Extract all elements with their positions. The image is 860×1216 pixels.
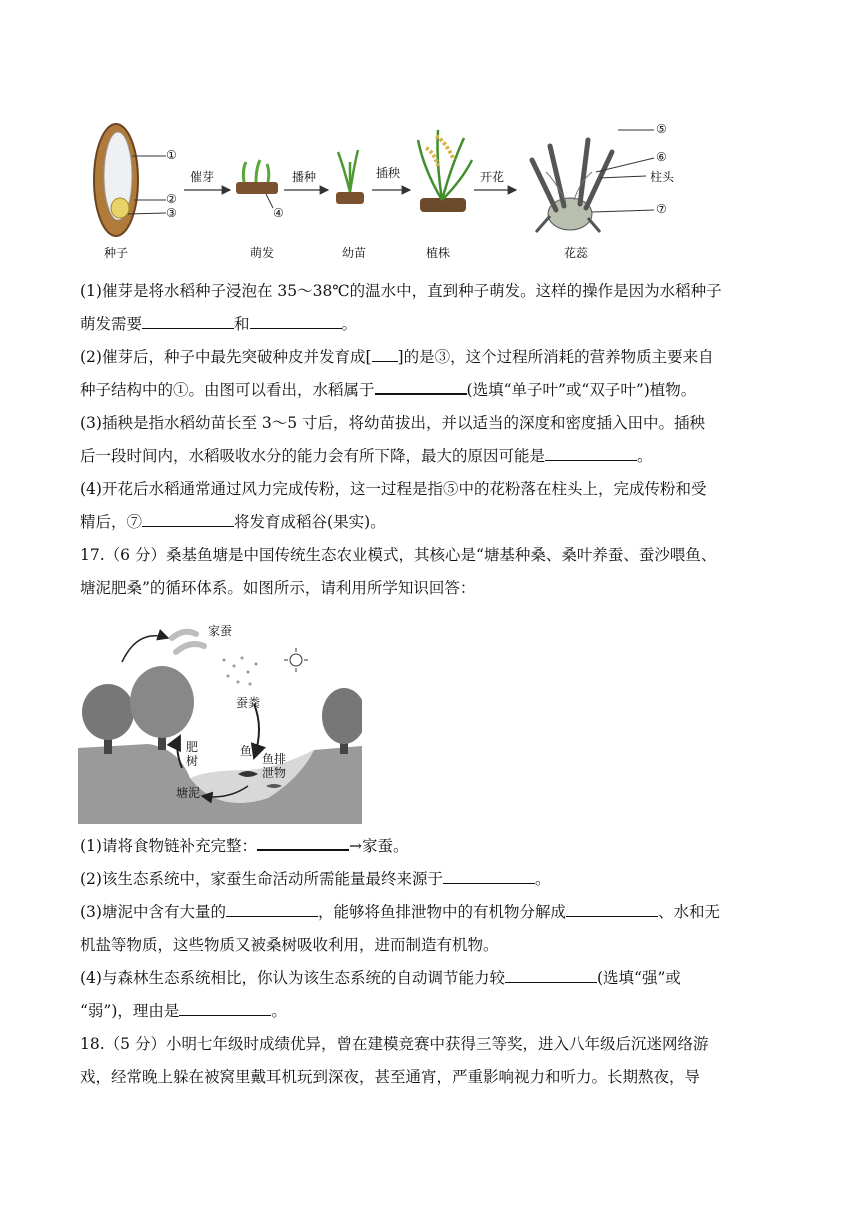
fig-label-fertilize: 肥树 xyxy=(186,740,199,768)
sun-icon xyxy=(284,648,308,672)
stigma-label: 柱头 xyxy=(650,170,675,184)
q16-1-line1: (1)催芽是将水稻种子浸泡在 35～38℃的温水中，直到种子萌发。这样的操作是因为水稻种子 xyxy=(80,282,722,300)
seedling-drawing xyxy=(336,150,364,204)
mulberry-tree-right xyxy=(322,688,362,754)
answer-blank[interactable] xyxy=(250,312,342,329)
mulberry-tree-middle xyxy=(130,666,194,750)
arrow-label-bozhong: 播种 xyxy=(292,170,317,184)
mulberry-tree-left xyxy=(82,684,134,754)
rice-plant-drawing xyxy=(418,130,472,212)
sprout-drawing xyxy=(236,160,278,208)
stage-label-plant: 植株 xyxy=(426,246,451,260)
q17-3-line2: 机盐等物质，这些物质又被桑树吸收利用，进而制造有机物。 xyxy=(80,936,499,954)
fishpond-drawing xyxy=(78,618,362,824)
answer-blank[interactable] xyxy=(443,867,535,884)
fig-label-fish-waste: 鱼排泄物 xyxy=(262,752,287,780)
q16-2-line1: (2)催芽后，种子中最先突破种皮并发育成[ ]的是③，这个过程所消耗的营养物质主要来自 xyxy=(80,341,780,374)
marker-1: ① xyxy=(166,148,177,162)
arrow-label-cuiya: 催芽 xyxy=(190,170,215,184)
stage-label-sprout: 萌发 xyxy=(250,246,275,260)
fig-label-fish: 鱼 xyxy=(240,744,253,758)
answer-blank[interactable] xyxy=(505,966,597,983)
answer-blank[interactable] xyxy=(226,900,318,917)
marker-5: ⑤ xyxy=(656,122,667,136)
q16-3-line2: 后一段时间内，水稻吸收水分的能力会有所下降，最大的原因可能是 。 xyxy=(80,440,780,473)
answer-blank[interactable] xyxy=(372,345,398,362)
q16-2-line2: 种子结构中的①。由图可以看出，水稻属于 (选填“单子叶”或“双子叶”)植物。 xyxy=(80,374,780,407)
q17-intro-line1: 17.（6 分）桑基鱼塘是中国传统生态农业模式，其核心是“塘基种桑、桑叶养蚕、蚕沙喂鱼、 xyxy=(80,546,717,564)
answer-blank[interactable] xyxy=(142,312,234,329)
answer-blank[interactable] xyxy=(142,510,234,527)
q17-4-line1: (4)与森林生态系统相比，你认为该生态系统的自动调节能力较 (选填“强”或 xyxy=(80,962,780,995)
mulberry-fishpond-figure xyxy=(78,618,362,824)
q17-4-line2: “弱”)，理由是 。 xyxy=(80,995,780,1028)
answer-blank[interactable] xyxy=(566,900,658,917)
fig-label-silkworm: 家蚕 xyxy=(208,624,233,638)
answer-blank[interactable] xyxy=(257,833,349,851)
arrow-label-kaihua: 开花 xyxy=(480,170,505,184)
marker-4: ④ xyxy=(273,206,284,220)
marker-7: ⑦ xyxy=(656,202,667,216)
q18-line1: 18.（5 分）小明七年级时成绩优异，曾在建模竞赛中获得三等奖，进入八年级后沉迷网络游 xyxy=(80,1035,709,1053)
q16-1-line2: 萌发需要 和 。 xyxy=(80,308,780,341)
answer-blank[interactable] xyxy=(545,444,637,461)
marker-2: ② xyxy=(166,192,177,206)
q18-line2: 戏，经常晚上躲在被窝里戴耳机玩到深夜，甚至通宵，严重影响视力和听力。长期熬夜，导 xyxy=(80,1068,701,1086)
rice-flower-drawing xyxy=(532,130,654,232)
q16-4-line1: (4)开花后水稻通常通过风力完成传粉，这一过程是指⑤中的花粉落在柱头上，完成传粉和受 xyxy=(80,480,707,498)
q17-subquestions xyxy=(80,830,780,1094)
arrow-label-chayang: 插秧 xyxy=(376,166,401,180)
q17-2-line: (2)该生态系统中，家蚕生命活动所需能量最终来源于 。 xyxy=(80,863,780,896)
stage-label-flower: 花蕊 xyxy=(564,246,589,260)
q17-1-line: (1)请将食物链补充完整： →家蚕。 xyxy=(80,830,780,863)
q16-3-line1: (3)插秧是指水稻幼苗长至 3～5 寸后，将幼苗拔出，并以适当的深度和密度插入田中。插秧 xyxy=(80,414,706,432)
q17-3-line1: (3)塘泥中含有大量的 ，能够将鱼排泄物中的有机物分解成 、水和无 xyxy=(80,896,780,929)
q16-4-line2: 精后，⑦ 将发育成稻谷(果实)。 xyxy=(80,506,780,539)
rice-lifecycle-figure xyxy=(80,118,700,266)
marker-6: ⑥ xyxy=(656,150,667,164)
q17-intro-line2: 塘泥肥桑”的循环体系。如图所示，请利用所学知识回答： xyxy=(80,579,476,597)
stage-label-seedling: 幼苗 xyxy=(342,246,367,260)
q16-subquestions xyxy=(80,275,780,605)
stage-label-seed: 种子 xyxy=(104,246,129,260)
answer-blank[interactable] xyxy=(375,377,467,395)
seed-drawing xyxy=(94,124,166,236)
fig-label-mud: 塘泥 xyxy=(176,786,201,800)
marker-3: ③ xyxy=(166,206,177,220)
fig-label-droppings: 蚕粪 xyxy=(236,696,261,710)
answer-blank[interactable] xyxy=(179,999,271,1016)
